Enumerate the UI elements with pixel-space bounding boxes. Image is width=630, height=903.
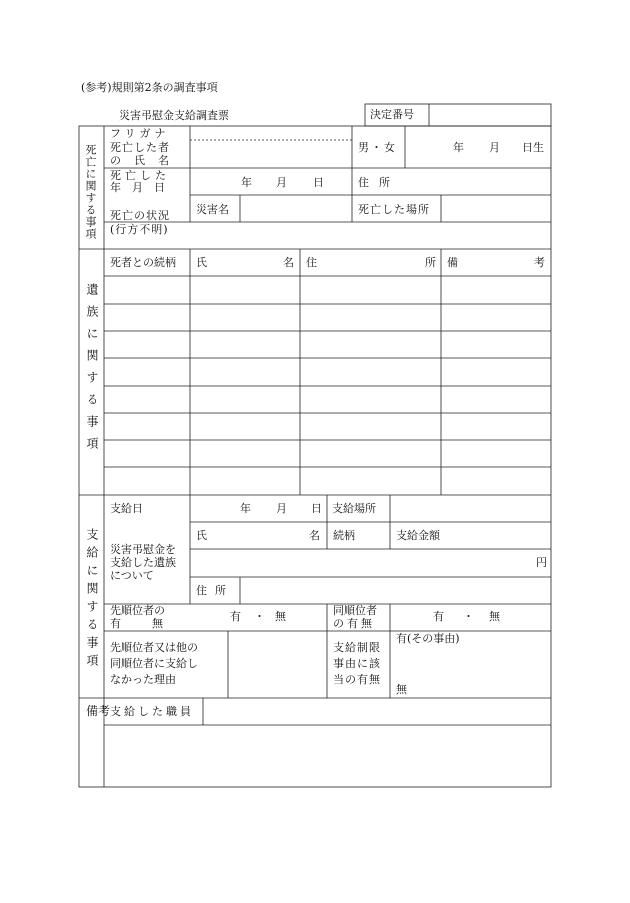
family-address-cell[interactable] (302, 306, 439, 329)
death-month: 月 (276, 176, 287, 189)
same-priority-no[interactable]: 無 (489, 610, 500, 623)
family-name-cell[interactable] (192, 415, 298, 438)
deceased-name-label-2: の 氏 名 (110, 154, 170, 167)
death-status-label-1: 死亡の状況 (110, 209, 170, 222)
death-day: 日 (313, 176, 324, 189)
family-name-cell[interactable] (192, 278, 298, 301)
reason-field[interactable] (230, 633, 325, 696)
death-place-label: 死亡した場所 (358, 203, 430, 216)
same-priority-label-1: 同順位者 (333, 604, 377, 617)
name-header: 氏 名 (196, 256, 294, 269)
restriction-yes[interactable]: 有(その事由) (396, 632, 460, 645)
family-name-cell[interactable] (192, 388, 298, 411)
reason-label-2: 同順位者に支給し (110, 657, 198, 670)
death-section-label: 死亡に関する事項 (84, 144, 97, 240)
recipient-relation-header: 続柄 (333, 529, 355, 542)
payment-day: 日 (311, 502, 322, 515)
payment-place-field[interactable] (392, 497, 549, 520)
family-remarks-cell[interactable] (443, 469, 549, 492)
family-name-cell[interactable] (192, 442, 298, 465)
family-address-cell[interactable] (302, 333, 439, 356)
family-relation-cell[interactable] (106, 333, 188, 356)
death-date-label-2: 年 月 日 (110, 181, 165, 194)
payment-section-label: 支給に関する事項 (85, 528, 99, 672)
reason-label-3: なかった理由 (110, 673, 176, 686)
family-address-cell[interactable] (302, 442, 439, 465)
same-priority-label-2: の有無 (333, 617, 375, 630)
family-name-cell[interactable] (192, 306, 298, 329)
address-field[interactable] (405, 170, 549, 193)
priority-no[interactable]: 無 (275, 610, 286, 623)
family-name-cell[interactable] (192, 333, 298, 356)
family-remarks-cell[interactable] (443, 388, 549, 411)
birth-month: 月 (489, 141, 500, 154)
recipient-relation-field[interactable] (329, 551, 388, 575)
priority-yes[interactable]: 有 (230, 610, 241, 623)
death-status-label-2: (行方不明) (110, 223, 169, 236)
payment-month: 月 (276, 502, 287, 515)
family-address-cell[interactable] (302, 415, 439, 438)
family-remarks-cell[interactable] (443, 306, 549, 329)
family-address-cell[interactable] (302, 388, 439, 411)
remarks-section-label-1: 備考 (86, 704, 111, 718)
address-header: 住 所 (306, 256, 436, 269)
restriction-label-2: 事由に該 (333, 657, 381, 670)
family-address-cell[interactable] (302, 469, 439, 492)
recipient-label-2: 支給した遺族 (110, 556, 176, 569)
birth-day: 日生 (522, 141, 544, 154)
address-label: 住所 (358, 176, 400, 189)
recipient-label-1: 災害弔慰金を (110, 543, 176, 556)
recipient-name-header: 氏 名 (196, 529, 320, 542)
family-relation-cell[interactable] (106, 415, 188, 438)
family-relation-cell[interactable] (106, 278, 188, 301)
family-relation-cell[interactable] (106, 306, 188, 329)
remarks-header: 備 考 (447, 256, 545, 269)
restriction-no[interactable]: 無 (396, 683, 407, 696)
priority-label-2: 有 無 (110, 617, 166, 630)
priority-label-1: 先順位者の (110, 604, 165, 617)
reason-label-1: 先順位者又は他の (110, 641, 198, 654)
recipient-label-3: について (110, 569, 154, 582)
amount-unit: 円 (536, 556, 547, 569)
death-year: 年 (241, 176, 252, 189)
payment-place-label: 支給場所 (332, 502, 376, 515)
family-address-cell[interactable] (302, 360, 439, 383)
recipient-address-field[interactable] (242, 579, 549, 602)
family-remarks-cell[interactable] (443, 278, 549, 301)
reference-note: (参考)規則第2条の調査事項 (81, 81, 218, 94)
family-remarks-cell[interactable] (443, 415, 549, 438)
amount-header: 支給金額 (396, 529, 440, 542)
decision-number-label: 決定番号 (370, 108, 414, 121)
payment-date-label: 支給日 (110, 502, 143, 515)
disaster-name-label: 災害名 (196, 203, 229, 216)
staff-label: 支給した職員 (110, 705, 194, 718)
birth-year: 年 (453, 141, 464, 154)
family-remarks-cell[interactable] (443, 360, 549, 383)
family-address-cell[interactable] (302, 278, 439, 301)
priority-separator: ・ (254, 610, 265, 623)
family-relation-cell[interactable] (106, 469, 188, 492)
restriction-label-3: 当の有無 (333, 673, 381, 686)
death-date-label-1: 死亡した (110, 169, 170, 182)
furigana-field[interactable] (192, 128, 350, 139)
family-relation-cell[interactable] (106, 442, 188, 465)
recipient-address-label: 住所 (196, 584, 234, 597)
sex-label[interactable]: 男・女 (358, 141, 397, 154)
family-name-cell[interactable] (192, 469, 298, 492)
family-relation-cell[interactable] (106, 388, 188, 411)
family-relation-cell[interactable] (106, 360, 188, 383)
furigana-label: フリガナ (110, 127, 170, 140)
same-priority-yes[interactable]: 有 (433, 610, 444, 623)
form-title: 災害弔慰金支給調査票 (119, 109, 229, 122)
payment-year: 年 (240, 502, 251, 515)
deceased-name-label-1: 死亡した者 (110, 141, 170, 154)
remarks-field[interactable] (106, 727, 549, 785)
family-remarks-cell[interactable] (443, 442, 549, 465)
deceased-name-field[interactable] (192, 142, 350, 166)
family-name-cell[interactable] (192, 360, 298, 383)
relation-header: 死者との続柄 (110, 256, 176, 269)
recipient-name-field[interactable] (192, 551, 325, 575)
restriction-label-1: 支給制限 (333, 641, 381, 654)
family-remarks-cell[interactable] (443, 333, 549, 356)
same-priority-separator: ・ (463, 610, 474, 623)
staff-field[interactable] (205, 700, 549, 723)
family-section-label: 遺族に関する事項 (85, 283, 99, 459)
